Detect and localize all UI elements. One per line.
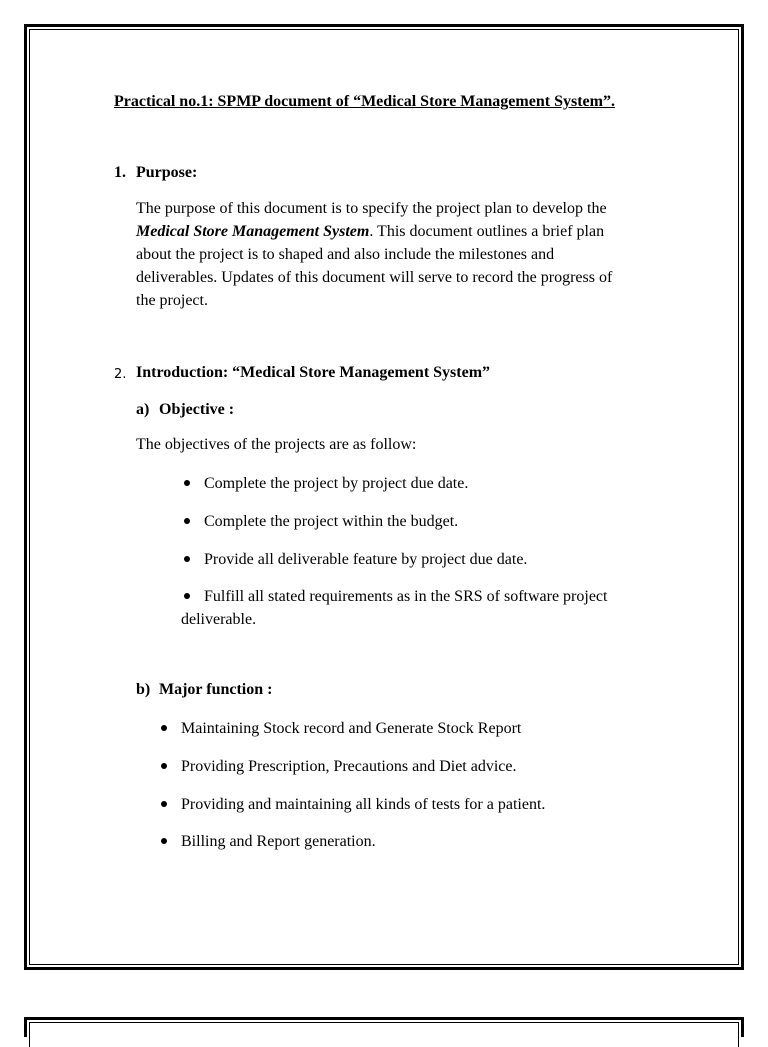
purpose-heading: Purpose: [136,164,198,181]
major-function-item-1: Maintaining Stock record and Generate Stock Report [181,720,522,737]
purpose-line-4: deliverables. Updates of this document will serve to record the progress of [136,269,613,286]
major-function-item-2: Providing Prescription, Precautions and Diet advice. [181,758,517,775]
objective-item-4: Fulfill all stated requirements as in the SRS of software project [204,588,608,605]
objective-item-3: Provide all deliverable feature by project due date. [204,551,528,568]
purpose-line-3: about the project is to shaped and also include the milestones and [136,246,555,263]
purpose-line-2 [136,223,604,241]
major-function-item-4: Billing and Report generation. [181,833,376,850]
bullet-icon [184,593,190,599]
major-function-heading: Major function : [159,681,273,698]
objective-intro: The objectives of the projects are as follow: [136,436,417,453]
major-function-item-3: Providing and maintaining all kinds of tests for a patient. [181,796,546,813]
bullet-icon [161,838,167,844]
document-title: Practical no.1: SPMP document of “Medical Store Management System”. [114,93,615,110]
bullet-icon [184,518,190,524]
bullet-icon [161,725,167,731]
next-page-inner-border [29,1022,739,1047]
purpose-system-name: Medical Store Management System [136,223,370,240]
bullet-icon [161,763,167,769]
objective-label: a) [136,401,150,418]
bullet-icon [184,480,190,486]
purpose-number: 1. [114,164,126,181]
bullet-icon [161,801,167,807]
objective-item-2: Complete the project within the budget. [204,513,459,530]
purpose-line-2-rest: . This document outlines a brief plan [369,223,605,240]
major-function-label: b) [136,681,151,698]
purpose-line-5: the project. [136,292,208,309]
bullet-icon [184,556,190,562]
objective-item-1: Complete the project by project due date. [204,475,469,492]
next-page-border [24,1017,744,1037]
purpose-line-1: The purpose of this document is to specify the project plan to develop the [136,200,607,217]
introduction-heading: Introduction: “Medical Store Management System” [136,364,491,381]
objective-heading: Objective : [159,401,235,418]
introduction-number: 2. [114,367,127,382]
page-border [24,24,744,970]
objective-item-4-continued: deliverable. [181,611,257,628]
